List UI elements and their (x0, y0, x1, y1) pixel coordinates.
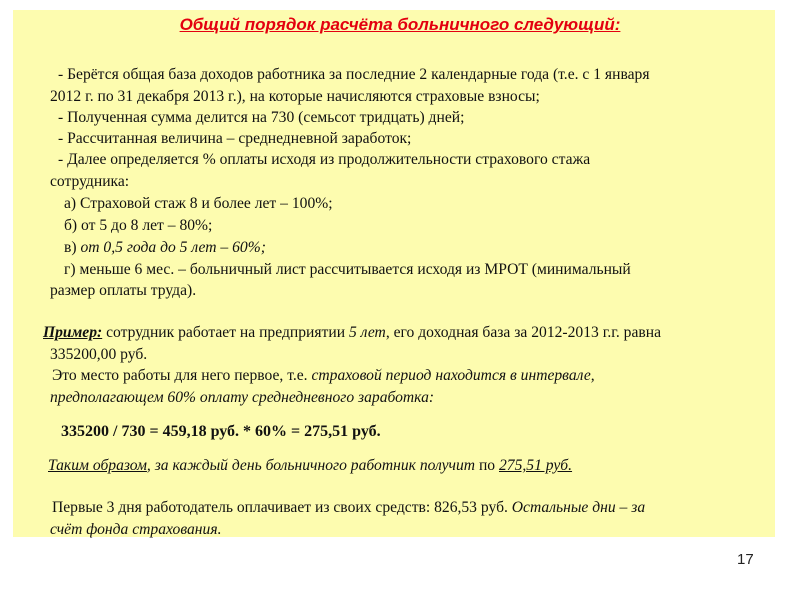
footer-text-italic: Остальные дни – за (511, 499, 646, 516)
rule-item-d: г) меньше 6 мес. – больничный лист рассчитывается исходя из МРОТ (минимальный (64, 261, 631, 278)
conclusion-amount: 275,51 руб. (499, 457, 573, 474)
footer-text: Первые 3 дня работодатель оплачивает из своих средств: 826,53 руб. (52, 499, 512, 516)
rule-item-c (64, 238, 266, 258)
example-text: , его доходная база за 2012-2013 г.г. равна (385, 324, 662, 341)
rule-line: - Далее определяется % оплаты исходя из продолжительности страхового стажа (58, 151, 591, 168)
example-line (52, 366, 595, 386)
rule-item-a: а) Страховой стаж 8 и более лет – 100%; (64, 195, 333, 212)
rule-line: размер оплаты труда). (50, 282, 197, 299)
footer-line (52, 498, 645, 518)
rule-line: сотрудника: (50, 173, 130, 190)
example-text: сотрудник работает на предприятии (102, 324, 349, 341)
conclusion-text: по (475, 457, 499, 474)
page-number: 17 (737, 551, 754, 568)
example-line (43, 323, 661, 343)
footer-line: счёт фонда страхования. (50, 521, 222, 538)
example-text-italic: страховой период находится в интервале, (311, 367, 595, 384)
conclusion-label: Таким образом (48, 457, 147, 474)
item-c-text: от 0,5 года до 5 лет – 60%; (80, 239, 266, 256)
formula: 335200 / 730 = 459,18 руб. * 60% = 275,51 руб. (61, 423, 381, 440)
example-text: Это место работы для него первое, т.е. (52, 367, 312, 384)
conclusion-text: , за каждый день больничного работник получит (146, 457, 476, 474)
example-line: предполагающем 60% оплату среднедневного заработка: (50, 389, 435, 406)
example-years: 5 лет (348, 324, 386, 341)
rule-line: - Полученная сумма делится на 730 (семьсот тридцать) дней; (58, 109, 465, 126)
rule-line: - Берётся общая база доходов работника за последние 2 календарные года (т.е. с 1 января (58, 66, 650, 83)
item-c-prefix: в) (64, 239, 81, 256)
rule-item-b: б) от 5 до 8 лет – 80%; (64, 217, 213, 234)
slide-title: Общий порядок расчёта больничного следующий: (179, 15, 621, 34)
rule-line: 2012 г. по 31 декабря 2013 г.), на которые начисляются страховые взносы; (50, 88, 540, 105)
example-label: Пример: (43, 324, 103, 341)
rule-line: - Рассчитанная величина – среднедневной заработок; (58, 130, 412, 147)
example-line: 335200,00 руб. (50, 346, 148, 363)
conclusion-line (48, 456, 572, 476)
